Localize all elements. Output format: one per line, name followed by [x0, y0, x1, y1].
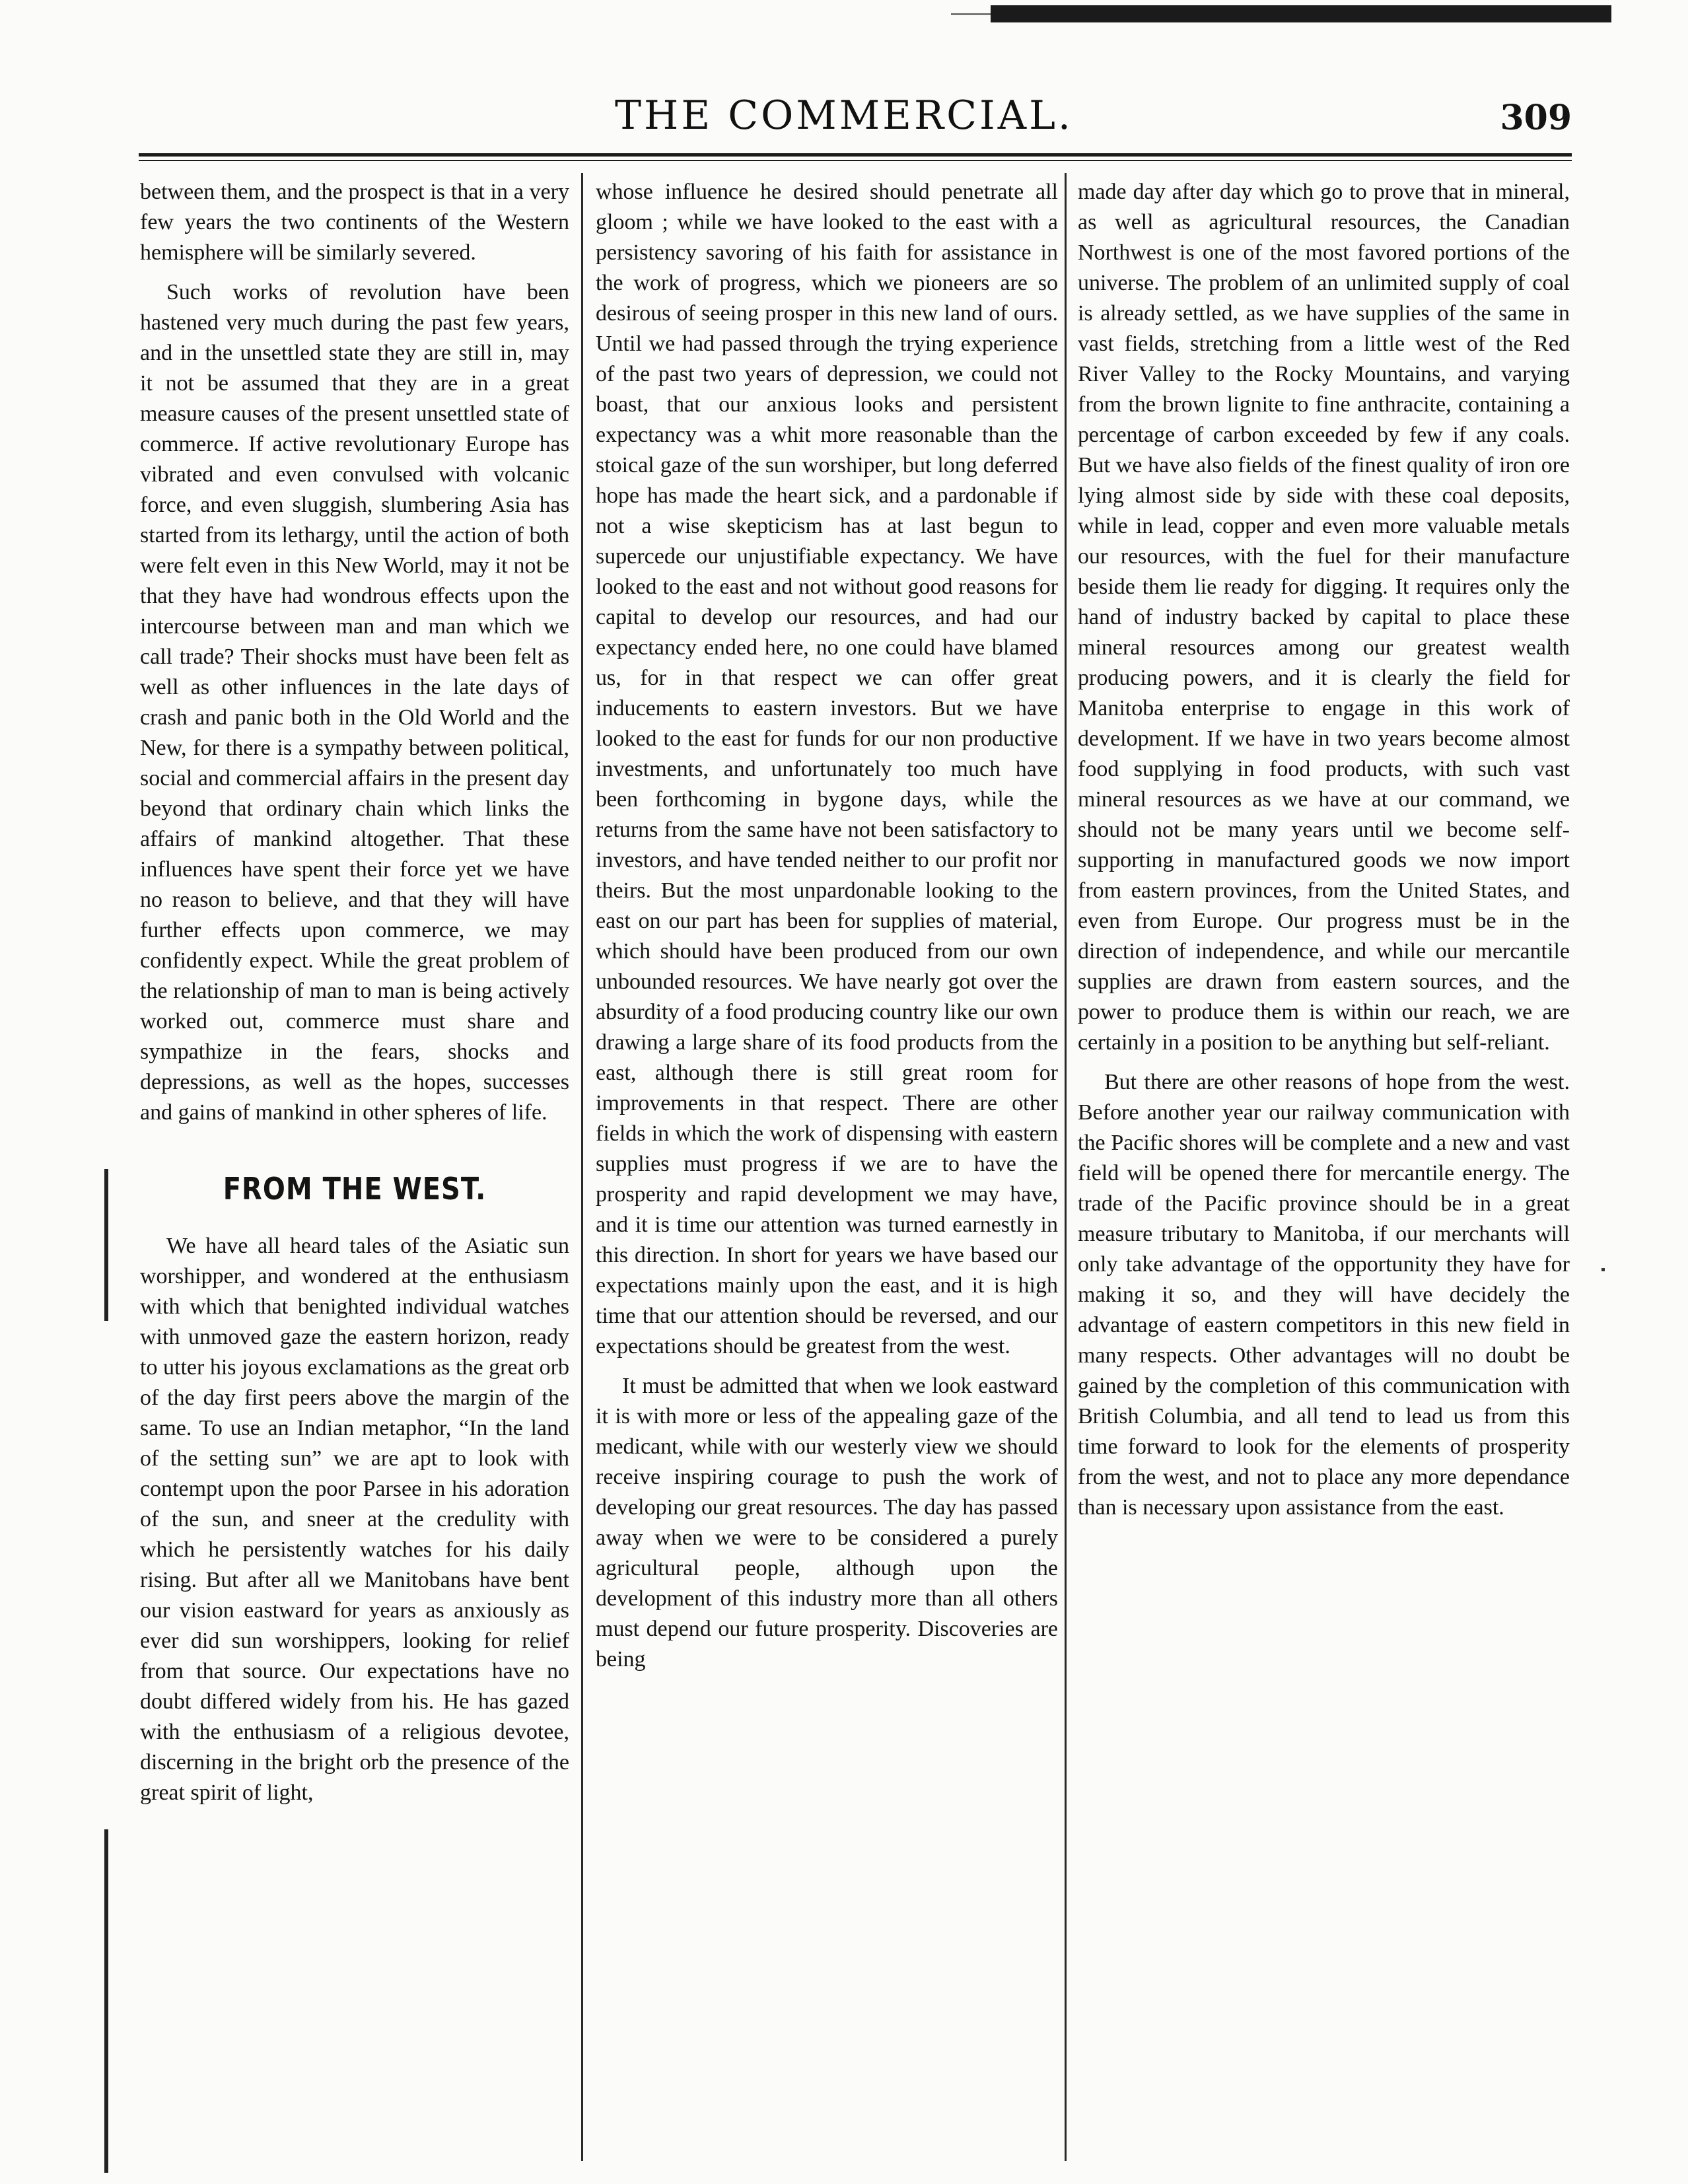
paragraph: whose influence he desired should penetrate all gloom ; while we have looked to the east with a persistency savoring of his faith for assistance in the work of progress, which we pioneers are so desirous of seeing prosper in this new land of ours. Until we had passed through the trying experience of the past two years of depression, we could not boast, that our anxious looks and persistent expectancy was a whit more reasonable than the stoical gaze of the sun worshiper, but long deferred hope has made the heart sick, and a pardonable if not a wise skepticism has at last begun to supercede our unjustifiable expectancy. We have looked to the east and not without good reasons for capital to develop our resources, and had our expectancy ended here, no one could have blamed us, for in that respect we can offer great inducements to eastern investors. But we have looked to the east for funds for our non productive investments, and unfortunately too much have been forthcoming in bygone days, while the returns from the same have not been satisfactory to investors, and have tended neither to our profit nor theirs. But the most unpardonable looking to the east on our part has been for supplies of material, which should have been produced from our own unbounded resources. We have nearly got over the absurdity of a food producing country like our own drawing a large share of its food products from the east, although there is still great room for improvements in that respect. There are other fields in which the work of dispensing with eastern supplies must progress if we are to have the prosperity and rapid development we may have, and it is time our attention was turned earnestly in this direction. In short for years we have based our expectations mainly upon the east, and it is high time that our attention should be reversed, and our expectations should be greatest from the west.: [596, 180, 1058, 1358]
paragraph: But there are other reasons of hope from the west. Before another year our railway communication with the Pacific shores will be complete and a new and vast field will be opened there for mercantile energy. The trade of the Pacific province should be in a great measure tributary to Manitoba, if our merchants will only take advantage of the opportunity they have for making it so, and they will have decidely the advantage of eastern competitors in this new field in many respects. Other advantages will no doubt be gained by the completion of this communication with British Columbia, and all tend to lead us from this time forward to look for the elements of prosperity from the west, and not to place any more dependance than is necessary upon assistance from the east.: [1078, 1070, 1570, 1520]
header-rule-thin: [139, 160, 1572, 161]
top-edge-bar: [991, 5, 1611, 22]
column-3: [1078, 177, 1570, 2158]
paragraph: Such works of revolution have been hastened very much during the past few years, and in the unsettled state they are still in, may it not be assumed that they are in a great measure causes of the present unsettled state of commerce. If active revolutionary Europe has vibrated and even convulsed with volcanic force, and even sluggish, slumbering Asia has started from its lethargy, until the action of both were felt even in this New World, may it not be that they have had wondrous effects upon the intercourse between man and man which we call trade? Their shocks must have been felt as well as other influences in the late days of crash and panic both in the Old World and the New, for there is a sympathy between political, social and commercial affairs in the present day beyond that ordinary chain which links the affairs of mankind altogether. That these influences have spent their force yet we have no reason to believe, and that they will have further effects upon commerce, we may confidently expect. While the great problem of the relationship of man to man is being actively worked out, commerce must share and sympathize in the fears, shocks and depressions, as well as the hopes, successes and gains of mankind in other spheres of life.: [140, 280, 569, 1125]
margin-mark: [104, 1829, 108, 2173]
paragraph: We have all heard tales of the Asiatic sun worshipper, and wondered at the enthusiasm with which that benighted individual watches with unmoved gaze the eastern horizon, ready to utter his joyous exclamations as the great orb of the day first peers above the margin of the same. To use an Indian metaphor, “In the land of the setting sun” we are apt to look with contempt upon the poor Parsee in his adoration of the sun, and sneer at the credulity with which he persistently watches for his daily rising. But after all we Manitobans have bent our vision eastward for years as anxiously as ever did sun worshippers, looking for relief from that source. Our expectations have no doubt differed widely from his. He has gazed with the enthusiasm of a religious devotee, discerning in the bright orb the presence of the great spirit of light,: [140, 1234, 569, 1805]
page-number: 309: [1500, 98, 1572, 138]
paragraph: made day after day which go to prove that in mineral, as well as agricultural resources, the Canadian Northwest is one of the most favored portions of the universe. The problem of an unlimited supply of coal is already settled, as we have supplies of the same in vast fields, stretching from a little west of the Red River Valley to the Rocky Mountains, and varying from the brown lignite to fine anthracite, containing a percentage of carbon exceeded by few if any coals. But we have also fields of the finest quality of iron ore lying almost side by side with these coal deposits, while in lead, copper and even more valuable metals our resources, with the fuel for their manufacture beside them lie ready for digging. It requires only the hand of industry backed by capital to place these mineral resources among our greatest wealth producing powers, and it is clearly the field for Manitoba enterprise to engage in this work of development. If we have in two years become almost food supplying in food products, with such vast mineral resources as we have at our command, we should not be many years until we become self-supporting in manufactured goods we now import from eastern provinces, from the United States, and even from Europe. Our progress must be in the direction of independence, and while our mercantile supplies are drawn from eastern sources, and the power to produce them is within our reach, we are certainly in a position to be anything but self-reliant.: [1078, 180, 1570, 1055]
column-divider-1: [581, 173, 583, 2161]
header-rule-thick: [139, 153, 1572, 157]
column-1: [140, 177, 569, 2158]
paragraph: between them, and the prospect is that in a very few years the two continents of the Western hemisphere will be similarly severed.: [140, 180, 569, 265]
margin-mark: [104, 1169, 108, 1321]
column-2: [596, 177, 1058, 2158]
speck: [1601, 1268, 1605, 1271]
paragraph: It must be admitted that when we look eastward it is with more or less of the appealing gaze of the medicant, while with our westerly view we should receive inspiring courage to push the work of developing our great resources. The day has passed away when we were to be considered a purely agricultural people, although upon the development of this industry more than all others must depend our future prosperity. Discoveries are being: [596, 1374, 1058, 1672]
article-heading: FROM THE WEST.: [223, 1172, 487, 1207]
page-title: THE COMMERCIAL.: [614, 92, 1073, 139]
column-divider-2: [1065, 173, 1067, 2161]
